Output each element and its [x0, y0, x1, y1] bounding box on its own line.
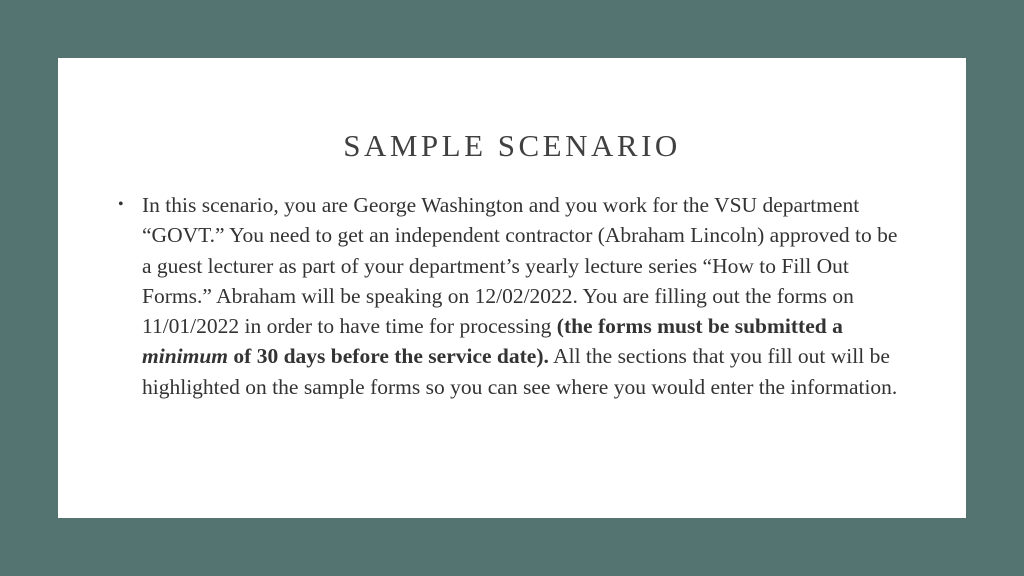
- bullet-dot: •: [118, 196, 124, 213]
- scenario-text-part2: All the sections that you fill out will be highlighted on the sample forms so you can see where you would enter the information.: [142, 344, 898, 399]
- scenario-text-part1: In this scenario, you are George Washington and you work for the VSU department “GOVT.” You need to get an independent contractor (Abraham Lincoln) approved to be a guest lecturer as part of your department’s yearly lecture series “How to Fill Out Forms.” Abraham will be speaking on 12/02/2022. You are filling out the forms on 11/01/2022 in order to have time for processing: [142, 193, 898, 339]
- deadline-note-part2: of 30 days before the service date).: [228, 344, 549, 369]
- bullet-list: [112, 190, 900, 402]
- slide-title: SAMPLE SCENARIO: [343, 128, 681, 163]
- bullet-item: [112, 190, 900, 402]
- deadline-note-emphasis: minimum: [142, 344, 229, 369]
- deadline-note-part1: (the forms must be submitted a: [556, 314, 843, 339]
